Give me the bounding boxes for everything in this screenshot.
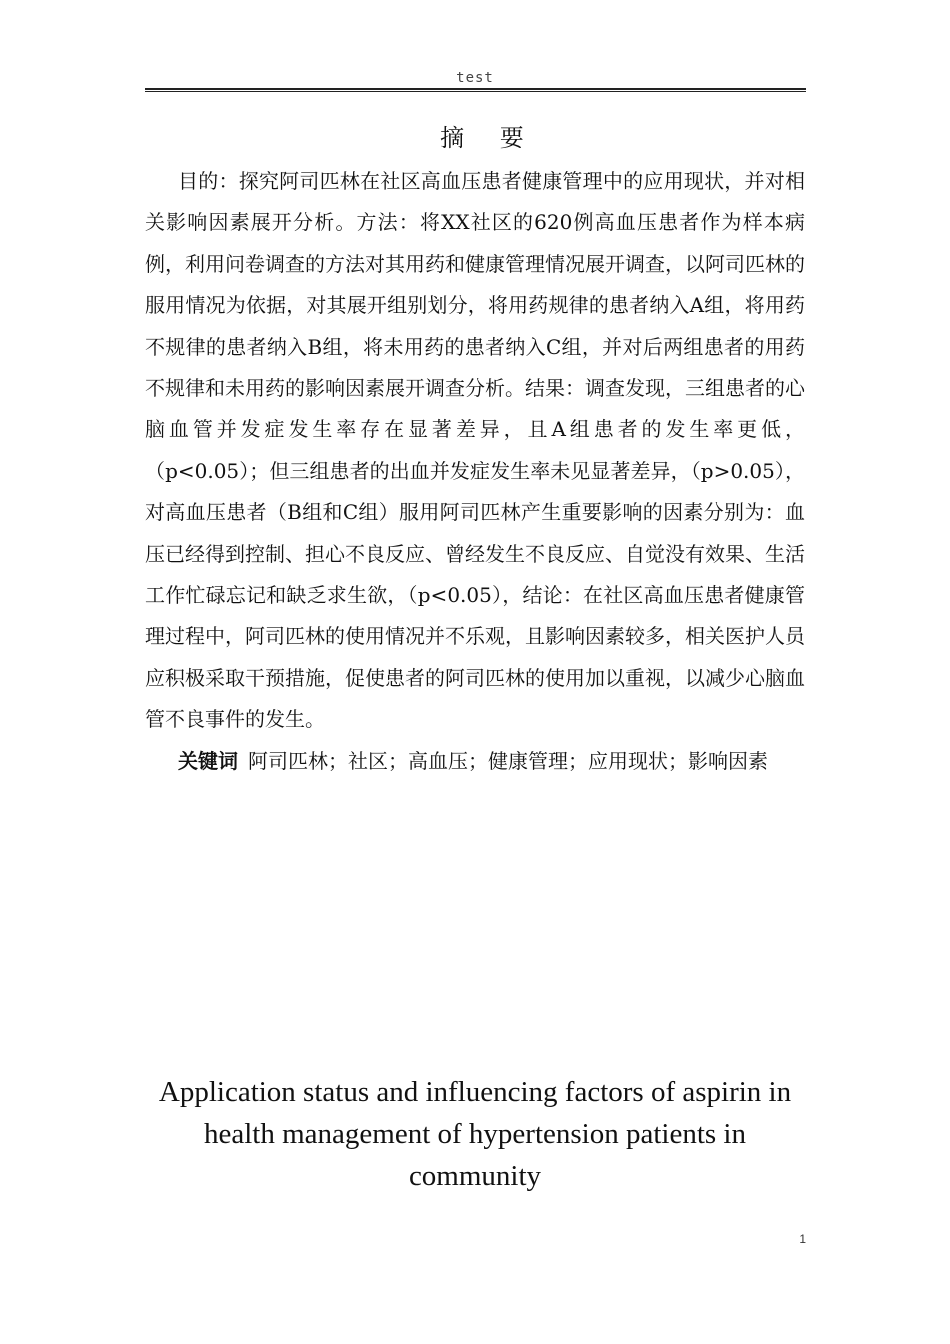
header-rule [145, 88, 806, 92]
keywords-label: 关键词 [178, 748, 238, 773]
running-header: test [456, 70, 494, 86]
english-title: Application status and influencing factors of aspirin in health management of hypertension patients in community [158, 1076, 792, 1192]
keywords-paragraph [145, 741, 805, 782]
abstract-title: 摘 要 [440, 124, 538, 152]
page-number: 1 [799, 1232, 806, 1246]
abstract-section [145, 161, 805, 782]
abstract-body: 目的：探究阿司匹林在社区高血压患者健康管理中的应用现状，并对相关影响因素展开分析。方法：将XX社区的620例高血压患者作为样本病例，利用问卷调查的方法对其用药和健康管理情况展开调查，以阿司匹林的服用情况为依据，对其展开组别划分，将用药规律的患者纳入A组，将用药不规律的患者纳入B组，将未用药的患者纳入C组，并对后两组患者的用药不规律和未用药的影响因素展开调查分析。结果：调查发现，三组患者的心脑血管并发症发生率存在显著差异，且A组患者的发生率更低，（p<0.05）；但三组患者的出血并发症发生率未见显著差异，（p>0.05），对高血压患者（B组和C组）服用阿司匹林产生重要影响的因素分别为：血压已经得到控制、担心不良反应、曾经发生不良反应、自觉没有效果、生活工作忙碌忘记和缺乏求生欲，（p<0.05），结论：在社区高血压患者健康管理过程中，阿司匹林的使用情况并不乐观，且影响因素较多，相关医护人员应积极采取干预措施，促使患者的阿司匹林的使用加以重视，以减少心脑血管不良事件的发生。 [145, 169, 805, 732]
keywords-list: 阿司匹林；社区；高血压；健康管理；应用现状；影响因素 [248, 748, 768, 773]
